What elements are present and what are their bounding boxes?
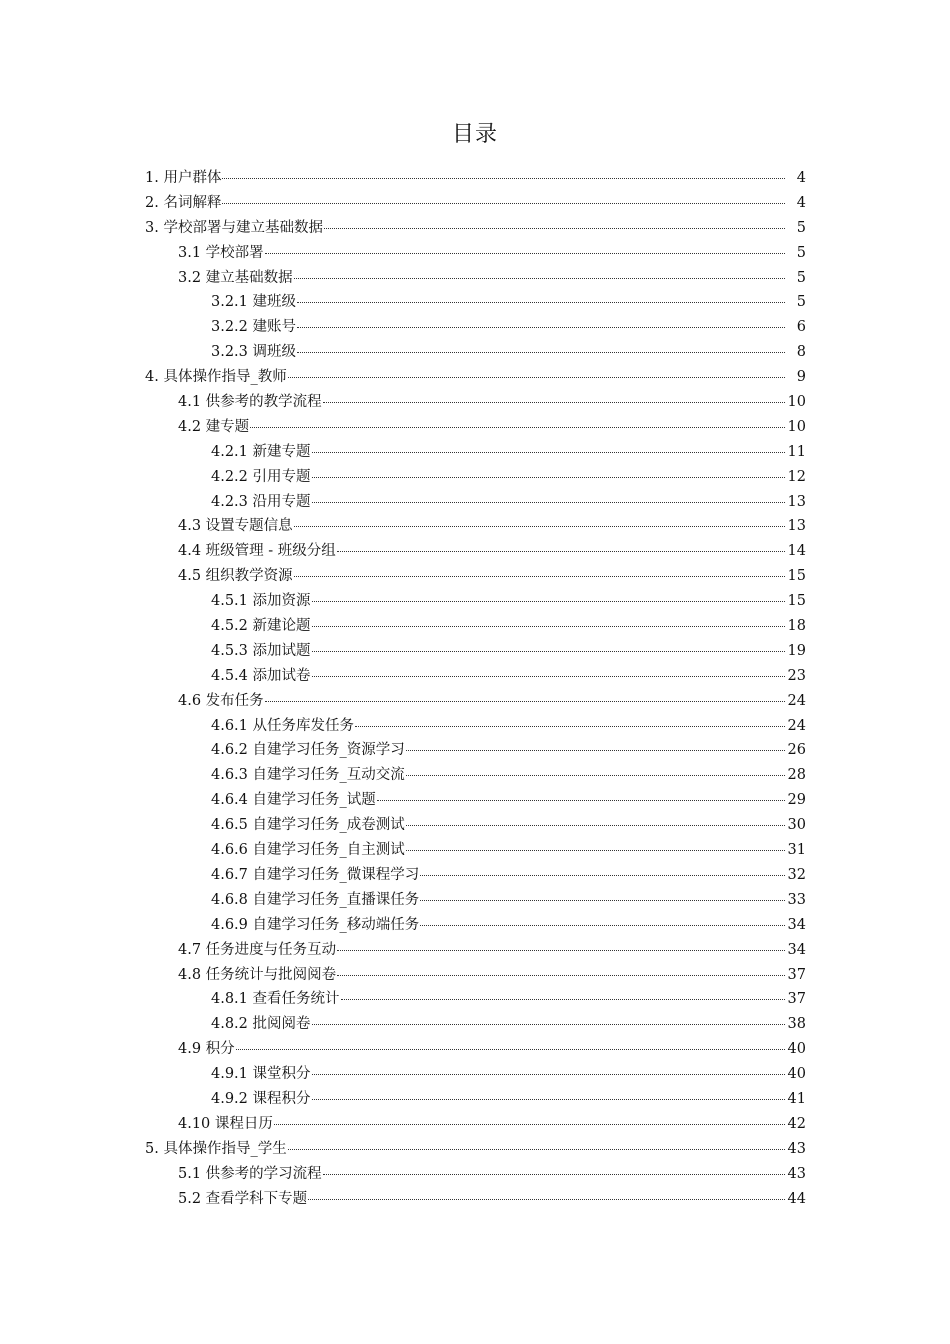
toc-entry-page-number: 29	[787, 792, 806, 809]
dot-leader	[297, 301, 785, 303]
toc-entry[interactable]	[0, 987, 950, 1012]
toc-entry-line	[211, 888, 806, 913]
dot-leader	[312, 451, 785, 453]
dot-leader	[406, 824, 785, 826]
toc-entry[interactable]	[0, 963, 950, 988]
dot-leader	[312, 1073, 785, 1075]
toc-entry[interactable]	[0, 589, 950, 614]
toc-entry-page-number: 34	[787, 941, 806, 958]
toc-entry-line	[211, 863, 806, 888]
toc-entry-line	[211, 639, 806, 664]
dot-leader	[323, 1173, 785, 1175]
toc-entry-line	[178, 1112, 806, 1137]
dot-leader	[420, 874, 784, 876]
toc-entry-page-number: 38	[787, 1016, 806, 1033]
toc-entry[interactable]	[0, 788, 950, 813]
toc-entry[interactable]	[0, 166, 950, 191]
toc-entry-label: 3.2 建立基础数据	[178, 269, 293, 286]
toc-entry-label: 4.6.7 自建学习任务_微课程学习	[211, 866, 420, 883]
toc-entry[interactable]	[0, 1062, 950, 1087]
dot-leader	[312, 650, 785, 652]
dot-leader	[420, 899, 784, 901]
dot-leader	[288, 1148, 785, 1150]
toc-entry-line	[211, 1087, 806, 1112]
dot-leader	[250, 426, 784, 428]
toc-entry-line	[211, 490, 806, 515]
dot-leader	[294, 525, 785, 527]
toc-entry-line	[178, 1187, 806, 1212]
toc-entry-label: 4.2.2 引用专题	[211, 468, 311, 485]
dot-leader	[222, 177, 785, 179]
toc-entry[interactable]	[0, 514, 950, 539]
toc-entry-page-number: 43	[787, 1165, 806, 1182]
toc-entry-label: 4.5 组织教学资源	[178, 568, 293, 585]
toc-entry[interactable]	[0, 1012, 950, 1037]
toc-entry-line	[211, 913, 806, 938]
toc-entry-label: 4.6.3 自建学习任务_互动交流	[211, 767, 405, 784]
toc-entry-label: 4.3 设置专题信息	[178, 518, 293, 535]
toc-entry-line	[178, 689, 806, 714]
toc-entry[interactable]	[0, 415, 950, 440]
toc-entry-line	[145, 365, 806, 390]
toc-entry[interactable]	[0, 440, 950, 465]
dot-leader	[265, 700, 785, 702]
toc-entry-page-number: 41	[787, 1090, 806, 1107]
toc-entry[interactable]	[0, 738, 950, 763]
toc-entry[interactable]	[0, 539, 950, 564]
toc-entry[interactable]	[0, 913, 950, 938]
dot-leader	[312, 501, 785, 503]
toc-entry-label: 3.1 学校部署	[178, 244, 264, 261]
toc-entry-page-number: 8	[796, 344, 806, 361]
toc-entry[interactable]	[0, 241, 950, 266]
toc-entry-page-number: 4	[796, 170, 806, 186]
toc-entry-line	[178, 938, 806, 963]
toc-entry-page-number: 30	[787, 817, 806, 834]
toc-entry-label: 4.1 供参考的教学流程	[178, 394, 322, 411]
toc-entry-label: 4.8.1 查看任务统计	[211, 991, 340, 1008]
toc-entry-page-number: 34	[787, 916, 806, 933]
toc-entry-line	[145, 216, 806, 241]
toc-entry-line	[178, 963, 806, 988]
toc-entry[interactable]	[0, 290, 950, 315]
toc-entry-label: 4.9.1 课堂积分	[211, 1066, 311, 1083]
toc-entry-page-number: 37	[787, 966, 806, 983]
toc-entry-page-number: 14	[787, 543, 806, 560]
dot-leader	[274, 1123, 785, 1125]
toc-entry-line	[178, 241, 806, 266]
toc-entry-label: 5.1 供参考的学习流程	[178, 1165, 322, 1182]
toc-entry-line	[211, 589, 806, 614]
dot-leader	[341, 998, 785, 1000]
toc-entry-page-number: 19	[787, 642, 806, 659]
dot-leader	[297, 351, 785, 353]
toc-entry-line	[211, 664, 806, 689]
toc-entry-line	[211, 763, 806, 788]
dot-leader	[337, 550, 785, 552]
toc-entry[interactable]	[0, 763, 950, 788]
toc-entry-label: 4.6.2 自建学习任务_资源学习	[211, 742, 405, 759]
dot-leader	[312, 600, 785, 602]
toc-entry-label: 4.7 任务进度与任务互动	[178, 941, 337, 958]
toc-entry-page-number: 5	[796, 244, 806, 261]
toc-entry-label: 3. 学校部署与建立基础数据	[145, 219, 323, 236]
toc-entry[interactable]	[0, 216, 950, 241]
toc-entry-line	[145, 166, 806, 191]
toc-entry[interactable]	[0, 191, 950, 216]
toc-entry-label: 4.9 积分	[178, 1041, 235, 1058]
toc-entry-page-number: 32	[787, 866, 806, 883]
toc-entry[interactable]	[0, 266, 950, 291]
toc-entry[interactable]	[0, 689, 950, 714]
toc-entry[interactable]	[0, 465, 950, 490]
dot-leader	[406, 774, 785, 776]
toc-entry-page-number: 10	[787, 394, 806, 411]
toc-entry-line	[211, 714, 806, 739]
toc-entry-label: 4.6.8 自建学习任务_直播课任务	[211, 891, 420, 908]
toc-entry-page-number: 5	[796, 294, 806, 311]
dot-leader	[222, 202, 785, 204]
toc-entry[interactable]	[0, 340, 950, 365]
toc-entry-page-number: 28	[787, 767, 806, 784]
toc-entry-line	[211, 465, 806, 490]
toc-entry-label: 4.6.4 自建学习任务_试题	[211, 792, 376, 809]
toc-entry-line	[178, 564, 806, 589]
toc-entry-line	[211, 1012, 806, 1037]
toc-entry-page-number: 23	[787, 667, 806, 684]
toc-entry-page-number: 37	[787, 991, 806, 1008]
dot-leader	[312, 1098, 785, 1100]
toc-entry-page-number: 10	[787, 418, 806, 435]
toc-entry-line	[211, 813, 806, 838]
dot-leader	[308, 1198, 784, 1200]
toc-entry-line	[211, 614, 806, 639]
toc-entry-label: 3.2.1 建班级	[211, 294, 297, 311]
toc-entry-label: 4.2.1 新建专题	[211, 443, 311, 460]
toc-entry-line	[178, 539, 806, 564]
toc-entry-page-number: 12	[787, 468, 806, 485]
toc-entry-page-number: 6	[796, 319, 806, 336]
toc-entry[interactable]	[0, 614, 950, 639]
toc-entry-label: 3.2.3 调班级	[211, 344, 297, 361]
toc-entry-line	[211, 315, 806, 340]
dot-leader	[377, 799, 785, 801]
toc-entry-page-number: 33	[787, 891, 806, 908]
toc-entry-line	[211, 738, 806, 763]
toc-entry-line	[211, 440, 806, 465]
dot-leader	[294, 277, 785, 279]
dot-leader	[323, 401, 785, 403]
toc-entry-page-number: 40	[787, 1066, 806, 1083]
toc-entry-label: 4.5.4 添加试卷	[211, 667, 311, 684]
toc-entry-page-number: 13	[787, 518, 806, 535]
toc-entry-line	[178, 415, 806, 440]
dot-leader	[312, 625, 785, 627]
toc-entry-line	[145, 191, 806, 216]
dot-leader	[312, 1023, 785, 1025]
dot-leader	[236, 1048, 785, 1050]
dot-leader	[337, 949, 784, 951]
toc-entry-page-number: 4	[796, 194, 806, 211]
toc-entry[interactable]	[0, 888, 950, 913]
toc-entry[interactable]	[0, 1137, 950, 1162]
toc-entry-label: 4.5.2 新建论题	[211, 618, 311, 635]
toc-entry-label: 4.6.6 自建学习任务_自主测试	[211, 842, 405, 859]
toc-entry[interactable]	[0, 564, 950, 589]
toc-entry-label: 5. 具体操作指导_学生	[145, 1140, 287, 1157]
toc-entry-page-number: 18	[787, 618, 806, 635]
toc-entry-page-number: 24	[787, 692, 806, 709]
toc-entry[interactable]	[0, 365, 950, 390]
toc-entry-line	[178, 1037, 806, 1062]
toc-entry-label: 3.2.2 建账号	[211, 319, 297, 336]
toc-entry-page-number: 11	[787, 443, 806, 460]
toc-entry-page-number: 24	[787, 717, 806, 734]
toc-entry-line	[211, 1062, 806, 1087]
dot-leader	[406, 749, 785, 751]
toc-entry-label: 4.8 任务统计与批阅阅卷	[178, 966, 337, 983]
page-title: 目录	[451, 122, 498, 147]
toc-entry-label: 4.2 建专题	[178, 418, 250, 435]
toc-entry-page-number: 15	[787, 593, 806, 610]
toc-entry-label: 4.9.2 课程积分	[211, 1090, 311, 1107]
toc-entry[interactable]	[0, 863, 950, 888]
dot-leader	[355, 725, 785, 727]
toc-entry-line	[178, 266, 806, 291]
toc-entry[interactable]	[0, 1112, 950, 1137]
toc-entry[interactable]	[0, 1037, 950, 1062]
dot-leader	[265, 252, 785, 254]
toc-entry-label: 1. 用户群体	[145, 170, 222, 186]
toc-entry[interactable]	[0, 1087, 950, 1112]
toc-entry-label: 4. 具体操作指导_教师	[145, 369, 287, 386]
toc-entry-label: 4.5.3 添加试题	[211, 642, 311, 659]
dot-leader	[297, 326, 785, 328]
toc-entry-label: 5.2 查看学科下专题	[178, 1190, 308, 1207]
toc-entry-page-number: 43	[787, 1140, 806, 1157]
toc-entry-label: 4.6.5 自建学习任务_成卷测试	[211, 817, 405, 834]
toc-entry-label: 4.5.1 添加资源	[211, 593, 311, 610]
toc-entry[interactable]	[0, 639, 950, 664]
toc-entry-label: 4.6.9 自建学习任务_移动端任务	[211, 916, 420, 933]
toc-entry[interactable]	[0, 714, 950, 739]
dot-leader	[312, 476, 785, 478]
dot-leader	[406, 849, 785, 851]
toc-entry-line	[178, 1162, 806, 1187]
toc-entry-line	[211, 340, 806, 365]
toc-entry[interactable]	[0, 664, 950, 689]
dot-leader	[420, 924, 784, 926]
toc-entry-line	[211, 788, 806, 813]
toc-entry-line	[211, 987, 806, 1012]
toc-entry-label: 4.4 班级管理 - 班级分组	[178, 543, 336, 560]
toc-entry-page-number: 5	[796, 269, 806, 286]
toc-entry-page-number: 31	[787, 842, 806, 859]
toc-entry-label: 4.10 课程日历	[178, 1115, 273, 1132]
dot-leader	[324, 227, 785, 229]
toc-entry[interactable]	[0, 490, 950, 515]
dot-leader	[288, 376, 785, 378]
toc-entry-page-number: 13	[787, 493, 806, 510]
toc-entry-page-number: 26	[787, 742, 806, 759]
toc-entry[interactable]	[0, 1187, 950, 1212]
toc-entry-page-number: 42	[787, 1115, 806, 1132]
toc-entry-line	[145, 1137, 806, 1162]
toc-entry-page-number: 9	[796, 369, 806, 386]
toc-entry-page-number: 5	[796, 219, 806, 236]
toc-entry[interactable]	[0, 390, 950, 415]
dot-leader	[294, 575, 785, 577]
toc-entry-line	[211, 838, 806, 863]
toc-entry[interactable]	[0, 938, 950, 963]
toc-list	[0, 166, 950, 1211]
dot-leader	[312, 675, 785, 677]
toc-entry-page-number: 15	[787, 568, 806, 585]
toc-entry[interactable]	[0, 315, 950, 340]
toc-entry[interactable]	[0, 1162, 950, 1187]
toc-entry[interactable]	[0, 813, 950, 838]
toc-entry-label: 4.6.1 从任务库发任务	[211, 717, 355, 734]
toc-entry-label: 4.6 发布任务	[178, 692, 264, 709]
toc-entry-label: 2. 名词解释	[145, 194, 222, 211]
toc-entry[interactable]	[0, 838, 950, 863]
toc-entry-page-number: 40	[787, 1041, 806, 1058]
toc-entry-line	[178, 514, 806, 539]
dot-leader	[337, 974, 784, 976]
toc-entry-label: 4.8.2 批阅阅卷	[211, 1016, 311, 1033]
toc-entry-line	[211, 290, 806, 315]
toc-entry-line	[178, 390, 806, 415]
toc-entry-label: 4.2.3 沿用专题	[211, 493, 311, 510]
toc-entry-page-number: 44	[787, 1190, 806, 1207]
